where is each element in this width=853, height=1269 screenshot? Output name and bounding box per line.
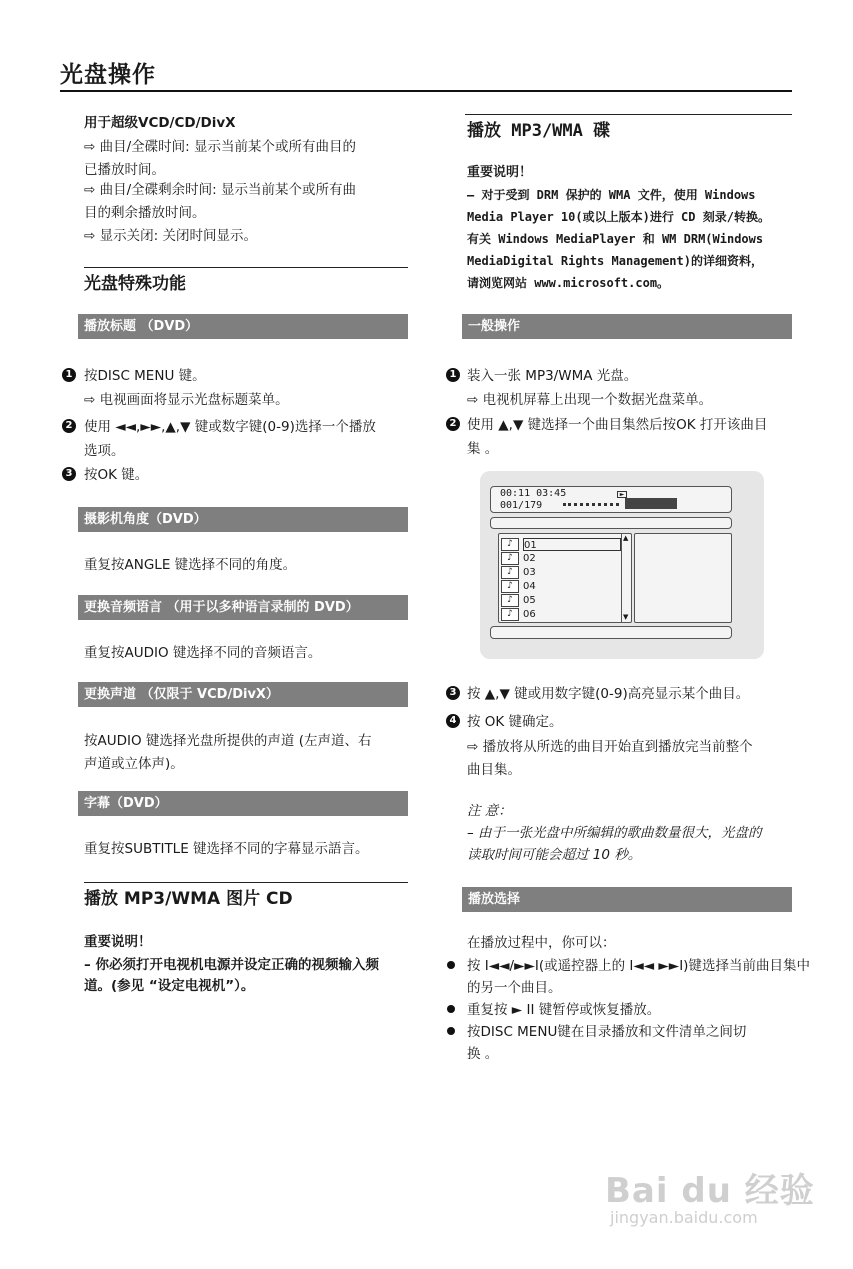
bullet-icon [447, 1027, 455, 1035]
subtitle-text: 重复按SUBTITLE 键选择不同的字幕显示語言。 [84, 841, 369, 857]
preview-panel [634, 533, 732, 623]
status-panel [490, 486, 732, 513]
step-text: 按OK 键。 [84, 467, 149, 483]
step-text: 按 ▲,▼ 键或用数字键(0-9)高亮显示某个曲目。 [467, 686, 750, 702]
section-bar-angle: 摄影机角度（DVD） [78, 507, 408, 532]
channel-text: 声道或立体声)。 [84, 756, 184, 772]
bullet-text: 重复按 ► II 键暂停或恢复播放。 [467, 1002, 661, 1018]
step-number: 3 [62, 467, 76, 481]
bullet-text: 按 I◄◄/►►I(或遥控器上的 I◄◄ ►►I)键选择当前曲目集中 [467, 958, 810, 974]
step-number: 4 [446, 714, 460, 728]
intro-heading: 用于超级VCD/CD/DivX [84, 115, 236, 131]
section-bar-play-title: 播放标题 （DVD） [78, 314, 408, 339]
important-text: MediaDigital Rights Management)的详细资料， [467, 254, 763, 268]
step-number: 2 [446, 417, 460, 431]
step-text: 使用 ▲,▼ 键选择一个曲目集然后按OK 打开该曲目 [467, 417, 768, 433]
intro-line: 目的剩余播放时间。 [84, 205, 206, 221]
list-item[interactable] [501, 580, 621, 594]
section-divider [84, 267, 408, 268]
file-list-items [501, 536, 619, 620]
disc-menu-screen [480, 471, 764, 659]
step-text: 按 OK 键确定。 [467, 714, 563, 730]
file-name: 05 [523, 595, 536, 606]
info-bar [490, 626, 732, 639]
step-text: ⇨ 电视画面将显示光盘标题菜单。 [84, 392, 289, 408]
intro-line: ⇨ 曲目/全碟剩余时间: 显示当前某个或所有曲 [84, 182, 356, 198]
spectrum-icon [625, 498, 677, 509]
note-text: – 由于一张光盘中所编辑的歌曲数量很大，光盘的 [467, 825, 762, 841]
level-meter [563, 502, 619, 506]
file-list [498, 533, 632, 623]
section-bar-general: 一般操作 [462, 314, 792, 339]
file-name: 03 [523, 567, 536, 578]
important-text: 请浏览网站 www.microsoft.com。 [467, 276, 670, 290]
bullet-text: 的另一个曲目。 [467, 980, 562, 996]
section-divider [465, 114, 792, 115]
important-text: 道。(参见 “设定电视机”）。 [84, 978, 255, 994]
channel-text: 按AUDIO 键选择光盘所提供的声道 (左声道、右 [84, 733, 372, 749]
music-file-icon: ♪ [501, 566, 519, 579]
list-item[interactable] [501, 538, 621, 552]
scroll-up-icon[interactable]: ▲ [623, 534, 629, 542]
page-title: 光盘操作 [60, 62, 156, 88]
step-number: 3 [446, 686, 460, 700]
list-item[interactable] [501, 594, 621, 608]
file-name: 06 [523, 609, 536, 620]
music-file-icon: ♪ [501, 580, 519, 593]
baidu-watermark-url: jingyan.baidu.com [610, 1208, 758, 1227]
important-text: Media Player 10(或以上版本)进行 CD 刻录/转换。 [467, 210, 770, 224]
step-text: 按DISC MENU 键。 [84, 368, 206, 384]
music-file-icon: ♪ [501, 594, 519, 607]
music-file-icon: ♪ [501, 608, 519, 621]
important-label: 重要说明！ [467, 165, 533, 180]
special-functions-title: 光盘特殊功能 [84, 274, 186, 294]
list-item[interactable] [501, 552, 621, 566]
step-number: 1 [62, 368, 76, 382]
scroll-down-icon[interactable]: ▼ [623, 613, 629, 621]
step-text: 选项。 [84, 443, 125, 459]
intro-line: ⇨ 曲目/全碟时间: 显示当前某个或所有曲目的 [84, 139, 356, 155]
mp3-picture-cd-title: 播放 MP3/WMA 图片 CD [84, 889, 293, 909]
bullet-text: 按DISC MENU键在目录播放和文件清单之间切 [467, 1024, 747, 1040]
step-text: 装入一张 MP3/WMA 光盘。 [467, 368, 638, 384]
step-text: 使用 ◄◄,►►,▲,▼ 键或数字键(0-9)选择一个播放 [84, 419, 376, 435]
intro-line: ⇨ 显示关闭: 关闭时间显示。 [84, 228, 257, 244]
audio-language-text: 重复按AUDIO 键选择不同的音频语言。 [84, 645, 322, 661]
note-text: 读取时间可能会超过 10 秒。 [467, 847, 642, 863]
mp3-disc-title: 播放 MP3/WMA 碟 [467, 121, 611, 141]
important-label: 重要说明！ [84, 934, 152, 950]
music-file-icon: ♪ [501, 552, 519, 565]
step-text: 集 。 [467, 441, 499, 457]
play-select-intro: 在播放过程中，你可以： [467, 935, 616, 951]
bullet-icon [447, 1005, 455, 1013]
note-label: 注 意： [467, 803, 512, 819]
step-number: 2 [62, 419, 76, 433]
bullet-icon [447, 961, 455, 969]
file-name: 01 [523, 538, 621, 551]
path-bar [490, 517, 732, 529]
section-bar-play-select: 播放选择 [462, 887, 792, 912]
important-text: – 你必须打开电视机电源并设定正确的视频输入频 [84, 957, 379, 973]
track-readout: 001/179 [500, 500, 543, 511]
section-bar-channel: 更换声道 （仅限于 VCD/DivX） [78, 682, 408, 707]
list-item[interactable] [501, 566, 621, 580]
file-name: 04 [523, 581, 536, 592]
baidu-watermark-logo: Bai du 经验 [605, 1171, 815, 1211]
bullet-text: 换 。 [467, 1046, 499, 1062]
section-bar-audio-language: 更换音频语言 （用于以多种语言录制的 DVD） [78, 595, 408, 620]
time-readout: 00:11 03:45 [500, 488, 567, 499]
music-file-icon: ♪ [501, 538, 519, 551]
list-item[interactable] [501, 608, 621, 622]
section-divider [84, 882, 408, 883]
step-text: 曲目集。 [467, 762, 521, 778]
title-divider [60, 90, 792, 92]
play-icon: ► [617, 491, 627, 498]
important-text: – 对于受到 DRM 保护的 WMA 文件，使用 Windows [467, 188, 756, 202]
angle-text: 重复按ANGLE 键选择不同的角度。 [84, 557, 297, 573]
file-name: 02 [523, 553, 536, 564]
step-text: ⇨ 播放将从所选的曲目开始直到播放完当前整个 [467, 739, 753, 755]
scrollbar[interactable] [621, 534, 631, 622]
important-text: 有关 Windows MediaPlayer 和 WM DRM(Windows [467, 232, 764, 246]
intro-line: 已播放时间。 [84, 162, 165, 178]
section-bar-subtitle: 字幕（DVD） [78, 791, 408, 816]
step-text: ⇨ 电视机屏幕上出现一个数据光盘菜单。 [467, 392, 713, 408]
step-number: 1 [446, 368, 460, 382]
